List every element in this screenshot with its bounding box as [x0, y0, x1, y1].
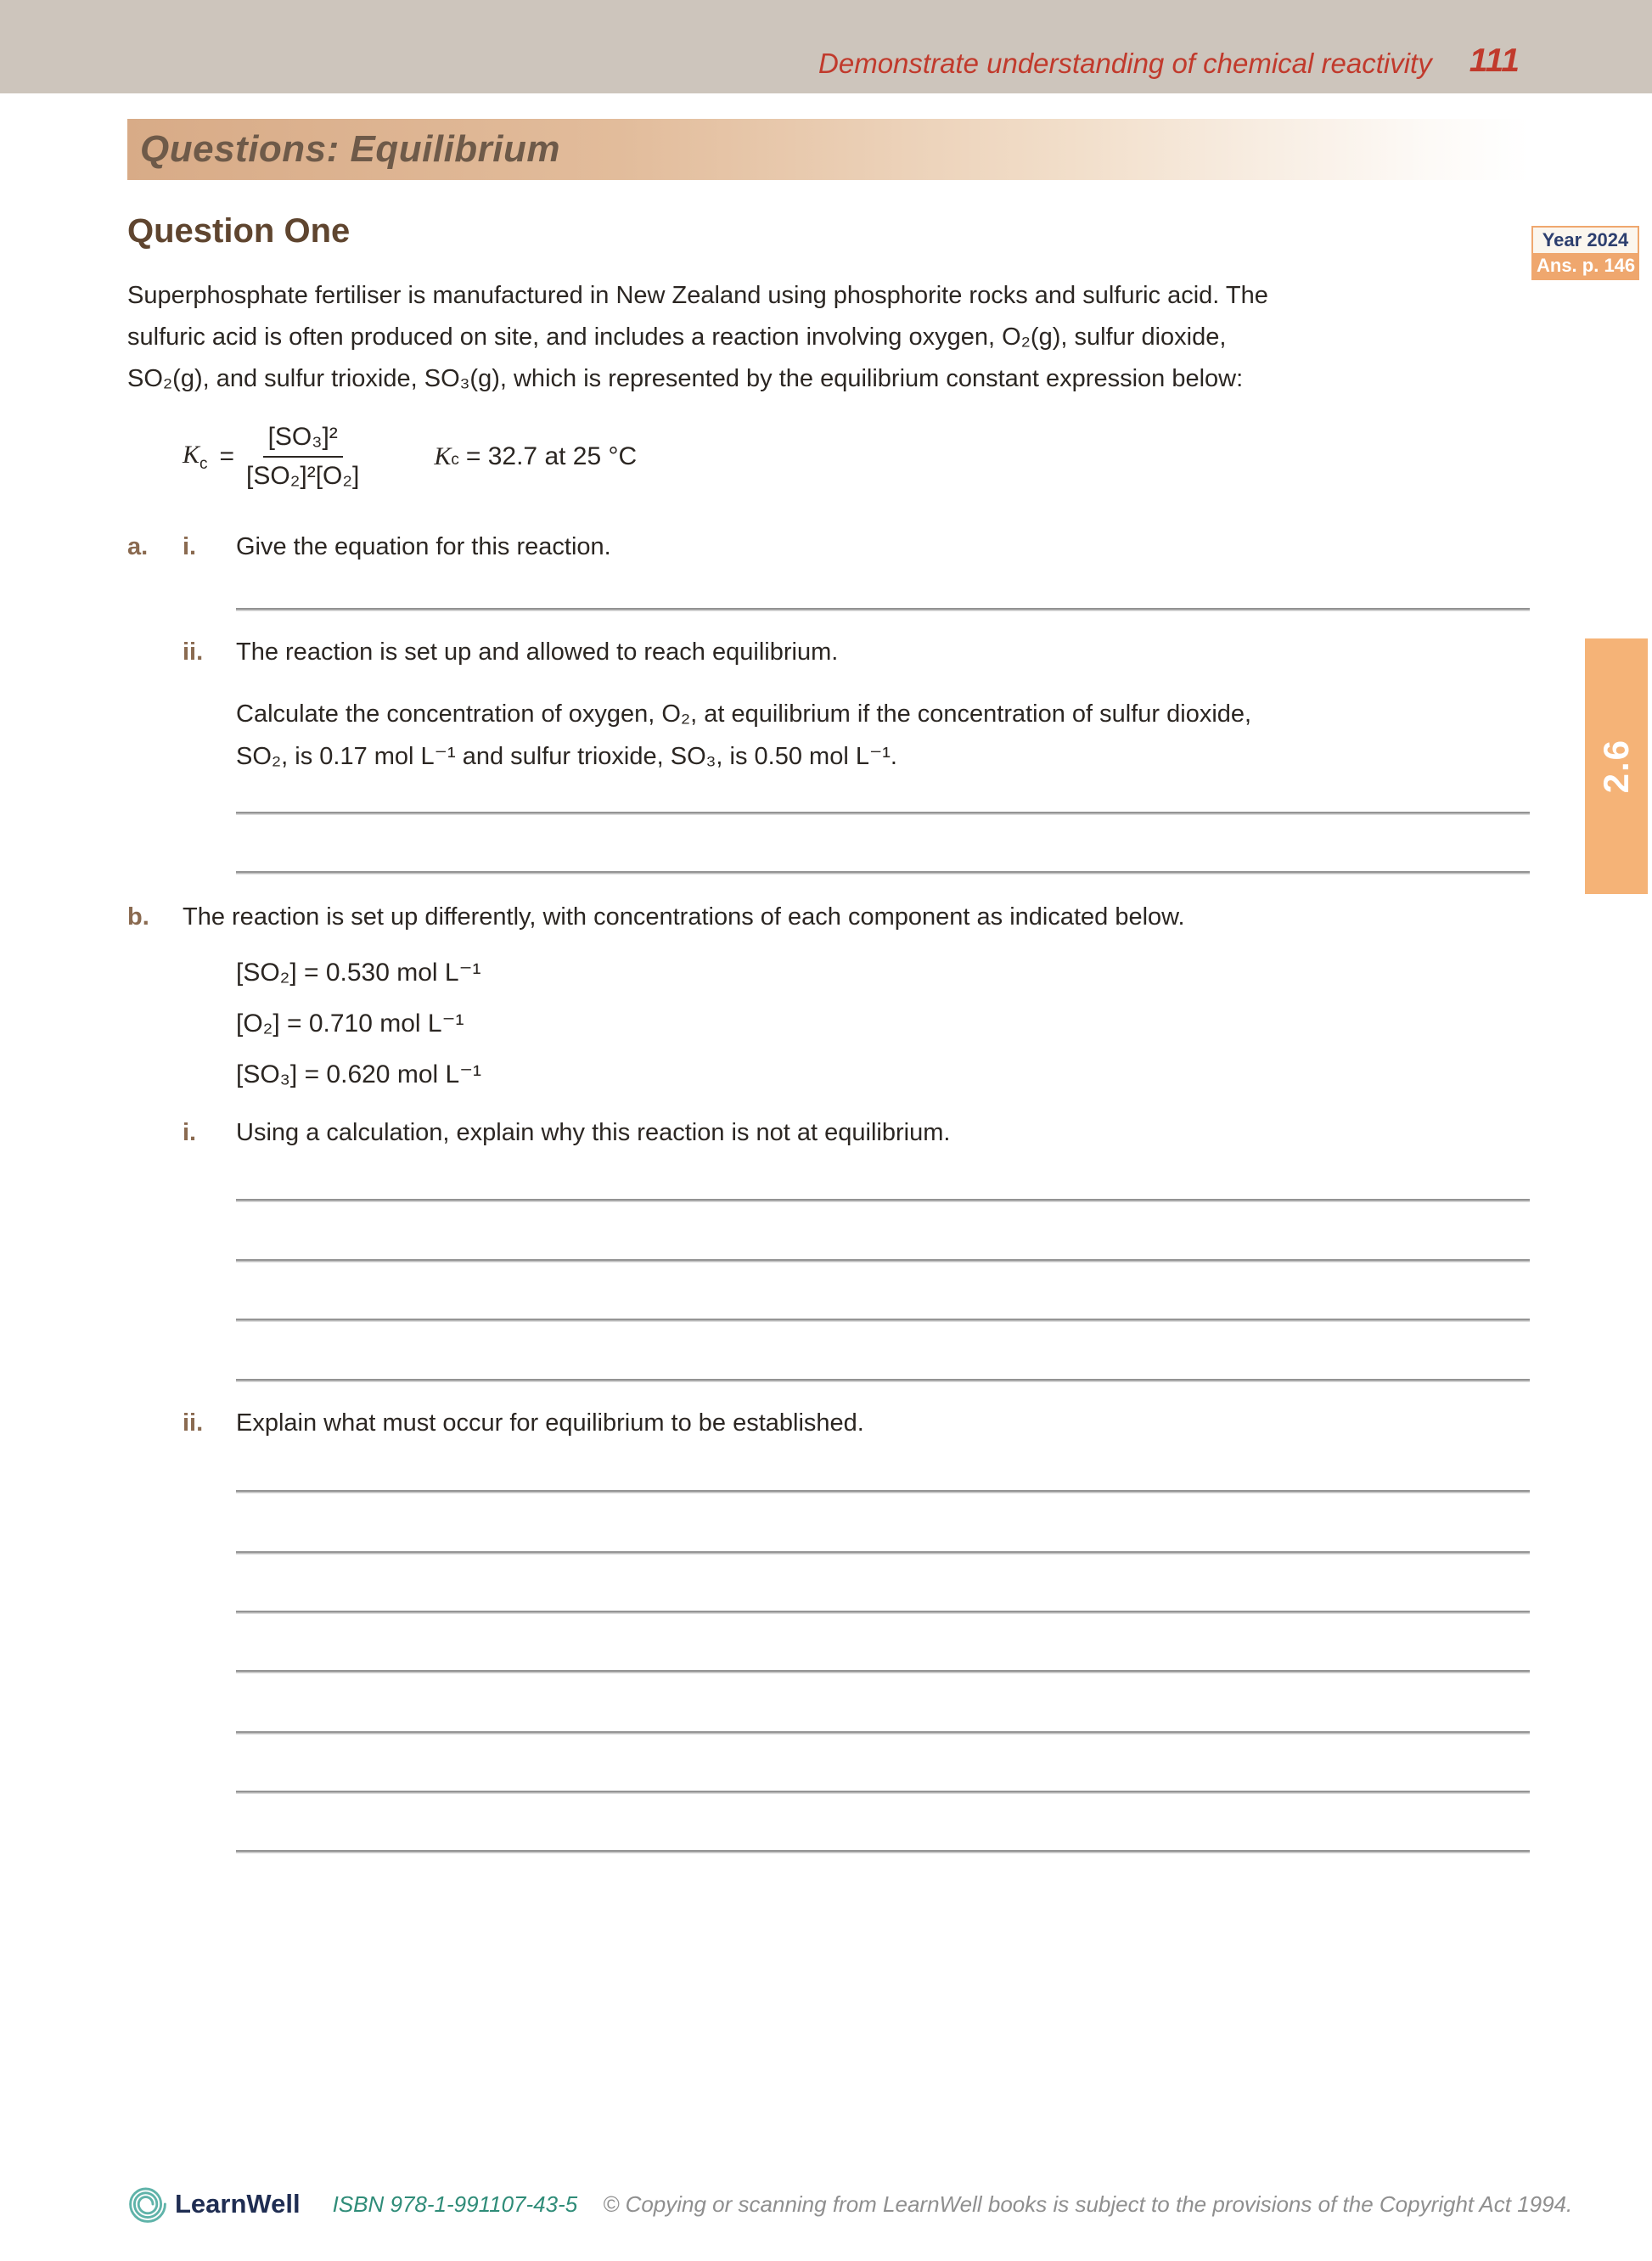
part-a-ii-label: ii.: [183, 638, 204, 666]
task-line: SO₂, is 0.17 mol L⁻¹ and sulfur trioxide, SO₃, is 0.50 mol L⁻¹.: [236, 743, 897, 770]
answer-line: [236, 1551, 1530, 1555]
answer-line: [236, 1791, 1530, 1794]
section-banner: [127, 119, 1530, 180]
answer-line: [236, 1731, 1530, 1735]
isbn-text: ISBN 978-1-991107-43-5: [332, 2191, 578, 2217]
section-banner-title: Questions: Equilibrium: [140, 128, 561, 170]
answer-line: [236, 1379, 1530, 1382]
part-b-ii-label: ii.: [183, 1409, 204, 1437]
part-b-label: b.: [127, 903, 149, 931]
answer-line: [236, 812, 1530, 815]
part-b-i-label: i.: [183, 1119, 197, 1146]
answer-line: [236, 608, 1530, 611]
answer-line: [236, 1670, 1530, 1673]
task-line: Calculate the concentration of oxygen, O₂, at equilibrium if the concentration of sulfur dioxide,: [236, 700, 1252, 728]
answer-line: [236, 1850, 1530, 1853]
answer-line: [236, 1490, 1530, 1493]
equals-sign: =: [219, 442, 235, 470]
chapter-tab: [1585, 638, 1648, 894]
learnwell-logo-icon: [127, 2184, 168, 2224]
part-a-ii-intro: The reaction is set up and allowed to reach equilibrium.: [236, 638, 839, 666]
fraction-numerator: [SO₃]²: [263, 423, 343, 458]
question-intro: [127, 275, 1268, 400]
part-a-label: a.: [127, 533, 149, 560]
answer-page-badge: Ans. p. 146: [1533, 253, 1638, 278]
intro-line: Superphosphate fertiliser is manufactured in New Zealand using phosphorite rocks and sulfuric acid. The: [127, 282, 1268, 309]
page-footer: [127, 2180, 1572, 2228]
concentration-so3: [SO₃] = 0.620 mol L⁻¹: [236, 1060, 482, 1088]
kc-value: K c = 32.7 at 25 °C: [434, 442, 638, 470]
badge-group: [1531, 226, 1639, 280]
page-number: 111: [1469, 42, 1520, 79]
question-heading: Question One: [127, 212, 351, 250]
intro-line: SO₂(g), and sulfur trioxide, SO₃(g), which is represented by the equilibrium constant expression below:: [127, 365, 1244, 392]
page-header: [0, 0, 1652, 93]
part-b-ii-question: Explain what must occur for equilibrium to be established.: [236, 1409, 864, 1437]
concentration-so2: [SO₂] = 0.530 mol L⁻¹: [236, 959, 481, 987]
part-b-intro: The reaction is set up differently, with concentrations of each component as indicated below.: [183, 903, 1185, 931]
part-a-i-question: Give the equation for this reaction.: [236, 533, 611, 560]
chapter-tab-label: 2.6: [1596, 739, 1636, 794]
kc-symbol: $K_c$: [183, 440, 208, 473]
answer-line: [236, 1199, 1530, 1202]
kc-fraction: [246, 423, 359, 491]
brand-name: LearnWell: [175, 2189, 301, 2219]
answer-line: [236, 871, 1530, 875]
fraction-denominator: [SO₂]²[O₂]: [246, 462, 360, 490]
chapter-title: Demonstrate understanding of chemical reactivity: [818, 48, 1432, 79]
answer-line: [236, 1319, 1530, 1322]
part-a-ii-task: [236, 693, 1251, 778]
answer-line: [236, 1611, 1530, 1614]
concentration-o2: [O₂] = 0.710 mol L⁻¹: [236, 1010, 464, 1038]
part-b-i-question: Using a calculation, explain why this reaction is not at equilibrium.: [236, 1119, 951, 1146]
intro-line: sulfuric acid is often produced on site, and includes a reaction involving oxygen, O₂(g), sulfur dioxide,: [127, 323, 1227, 351]
copyright-notice: © Copying or scanning from LearnWell books is subject to the provisions of the Copyright Act 1994.: [603, 2191, 1573, 2217]
part-a-i-label: i.: [183, 533, 197, 560]
equilibrium-expression: [183, 406, 637, 508]
answer-line: [236, 1259, 1530, 1263]
year-badge: Year 2024: [1533, 228, 1638, 253]
